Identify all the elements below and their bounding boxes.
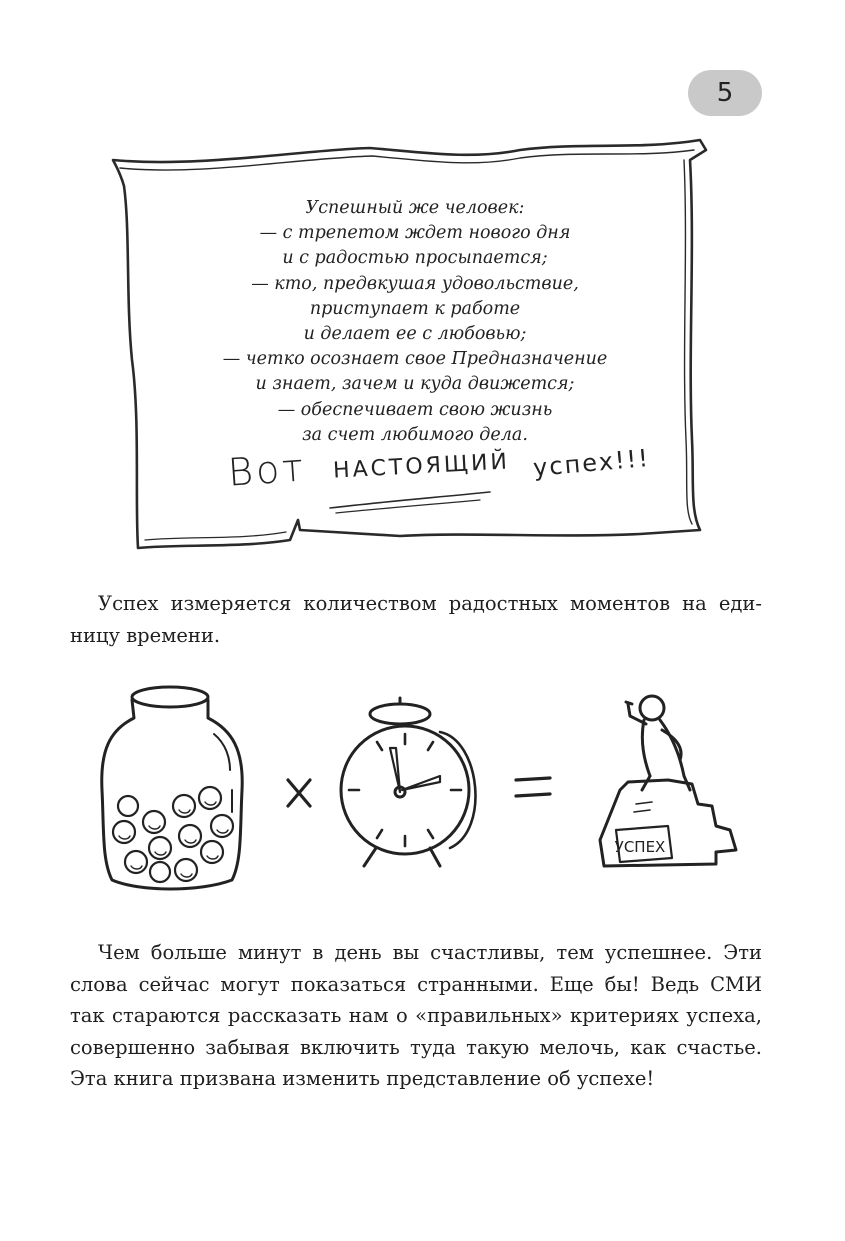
quote-line: и делает ее с любовью;: [303, 324, 527, 345]
paragraph-line: слова сейчас могут показаться странными. Еще бы! Ведь СМИ: [70, 972, 762, 996]
quote-line: — кто, предвкушая удовольствие,: [251, 273, 579, 294]
handwritten-word: НАСТОЯЩИЙ: [332, 449, 511, 484]
quote-line: и знает, зачем и куда движется;: [255, 374, 575, 395]
handwritten-word: Вот: [226, 445, 308, 495]
jar-of-smiles-icon: [102, 687, 242, 889]
paragraph-happiness: [70, 937, 762, 1095]
paragraph-line: Успех измеряется количеством радостных моментов на еди-: [98, 592, 762, 615]
quote-line: — четко осознает свое Предназначение: [222, 349, 608, 370]
paragraph-line: ницу времени.: [70, 623, 221, 647]
paragraph-line: Эта книга призвана изменить представление об успехе!: [70, 1067, 655, 1090]
quote-line: приступает к работе: [309, 298, 521, 319]
pedestal-label: УСПЕХ: [614, 838, 666, 856]
quote-line: за счет любимого дела.: [302, 424, 528, 445]
page-number: 5: [688, 70, 762, 116]
multiply-icon: [288, 780, 310, 806]
quote-line: — с трепетом ждет нового дня: [259, 223, 571, 244]
handwritten-word: успех!!!: [532, 443, 652, 483]
paragraph-line: совершенно забывая включить туда такую мелочь, как счастье.: [70, 1035, 762, 1059]
paragraph-line: так стараются рассказать нам о «правильных» критериях успеха,: [70, 1004, 762, 1027]
quote-line: и с радостью просыпается;: [282, 248, 548, 269]
quote-line: — обеспечивает свою жизнь: [277, 399, 553, 420]
paragraph-line: Чем больше минут в день вы счастливы, тем успешнее. Эти: [98, 941, 762, 964]
equals-icon: [516, 778, 550, 796]
alarm-clock-icon: [341, 698, 475, 866]
quote-line: Успешный же человек:: [305, 198, 525, 218]
